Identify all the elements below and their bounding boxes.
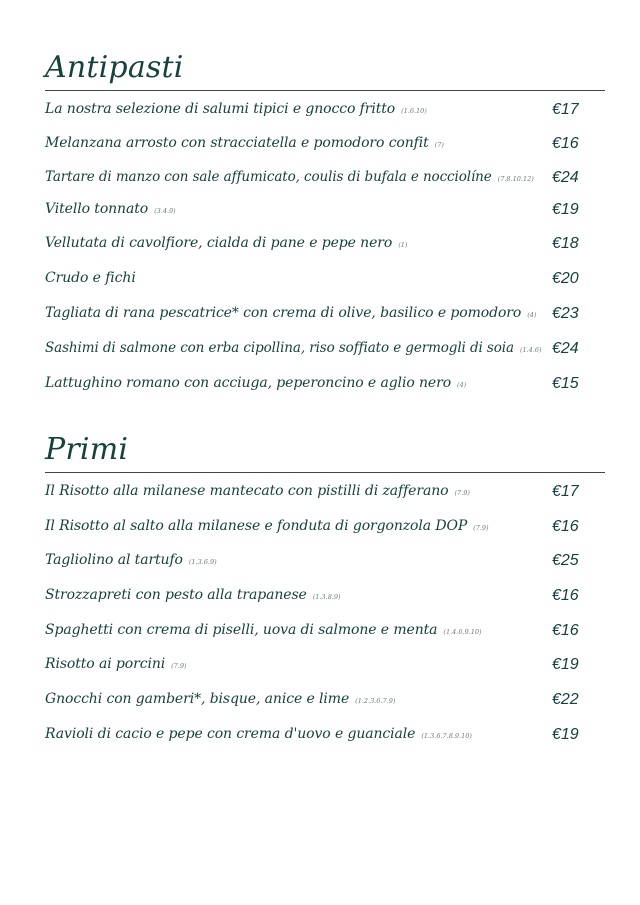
dish-price: €16 [552,587,579,604]
allergen-codes: (7.9) [473,524,489,532]
dish-price: €19 [552,726,579,743]
menu-item [45,169,605,201]
dish-name: Vellutata di cavolfiore, cialda di pane e pepe nero [45,235,393,251]
dish-price: €16 [552,622,579,639]
allergen-codes: (4) [457,381,467,389]
dish-name: Strozzapreti con pesto alla trapanese [45,587,307,603]
dish-price: €24 [552,169,579,186]
section-divider [45,90,605,91]
menu-item [45,691,605,726]
menu-item [45,340,605,375]
menu-item [45,235,605,270]
menu-item [45,270,605,305]
allergen-codes: (1.6.10) [401,107,427,115]
dish-price: €23 [552,305,579,322]
allergen-codes: (7.8.10.12) [497,175,534,183]
dish-price: €17 [552,101,579,118]
dish-price: €17 [552,483,579,500]
dish-price: €16 [552,135,579,152]
menu-item [45,622,605,656]
dish-name: Ravioli di cacio e pepe con crema d'uovo e guanciale [45,726,416,742]
dish-name: Tartare di manzo con sale affumicato, coulis di bufala e nocciolíne [45,169,492,185]
dish-price: €19 [552,656,579,673]
dish-name: Risotto ai porcini [45,656,166,672]
menu-item [45,518,605,552]
dish-name: Spaghetti con crema di piselli, uova di salmone e menta [45,622,438,638]
dish-price: €22 [552,691,579,708]
dish-name: Crudo e fichi [45,270,136,286]
dish-name: Gnocchi con gamberi*, bisque, anice e lime [45,691,350,707]
section-title-antipasti: Antipasti [45,50,184,85]
allergen-codes: (4) [527,311,537,319]
dish-price: €18 [552,235,579,252]
allergen-codes: (7.9) [171,662,187,670]
dish-name: Tagliata di rana pescatrice* con crema di olive, basilico e pomodoro [45,305,522,321]
menu-item [45,587,605,622]
dish-name: Il Risotto alla milanese mantecato con pistilli di zafferano [45,483,449,499]
allergen-codes: (7.9) [454,489,470,497]
dish-price: €24 [552,340,579,357]
dish-name: Lattughino romano con acciuga, peperoncino e aglio nero [45,375,452,391]
antipasti-list [45,97,605,409]
section-divider [45,472,605,473]
menu-item [45,481,605,518]
menu-item [45,656,605,691]
dish-name: Sashimi di salmone con erba cipollina, riso soffiato e germogli di soia [45,340,514,356]
allergen-codes: (1.3.8.9) [312,593,341,601]
allergen-codes: (1.3.6.7.8.9.10) [421,732,472,740]
primi-section [45,430,605,760]
dish-name: Il Risotto al salto alla milanese e fonduta di gorgonzola DOP [45,518,468,534]
allergen-codes: (1.4.6.9.10) [443,628,482,636]
menu-item [45,135,605,169]
dish-name: Melanzana arrosto con stracciatella e pomodoro confit [45,135,429,151]
dish-price: €19 [552,201,579,218]
allergen-codes: (7) [434,141,444,149]
menu-item [45,201,605,235]
allergen-codes: (1.2.3.6.7.9) [355,697,396,705]
menu-item [45,552,605,587]
dish-price: €20 [552,270,579,287]
menu-item [45,97,605,135]
dish-name: La nostra selezione di salumi tipici e gnocco fritto [45,101,396,117]
dish-name: Tagliolino al tartufo [45,552,183,568]
allergen-codes: (1.3.6.9) [188,558,217,566]
allergen-codes: (1) [398,241,408,249]
dish-price: €15 [552,375,579,392]
allergen-codes: (1.4.6) [519,346,542,354]
dish-name: Vitello tonnato [45,201,149,217]
allergen-codes: (3.4.9) [154,207,176,215]
menu-item [45,305,605,340]
section-title-primi: Primi [45,432,129,467]
primi-list [45,481,605,760]
menu-item [45,726,605,760]
antipasti-section [45,48,605,409]
dish-price: €16 [552,518,579,535]
dish-price: €25 [552,552,579,569]
menu-item [45,375,605,409]
